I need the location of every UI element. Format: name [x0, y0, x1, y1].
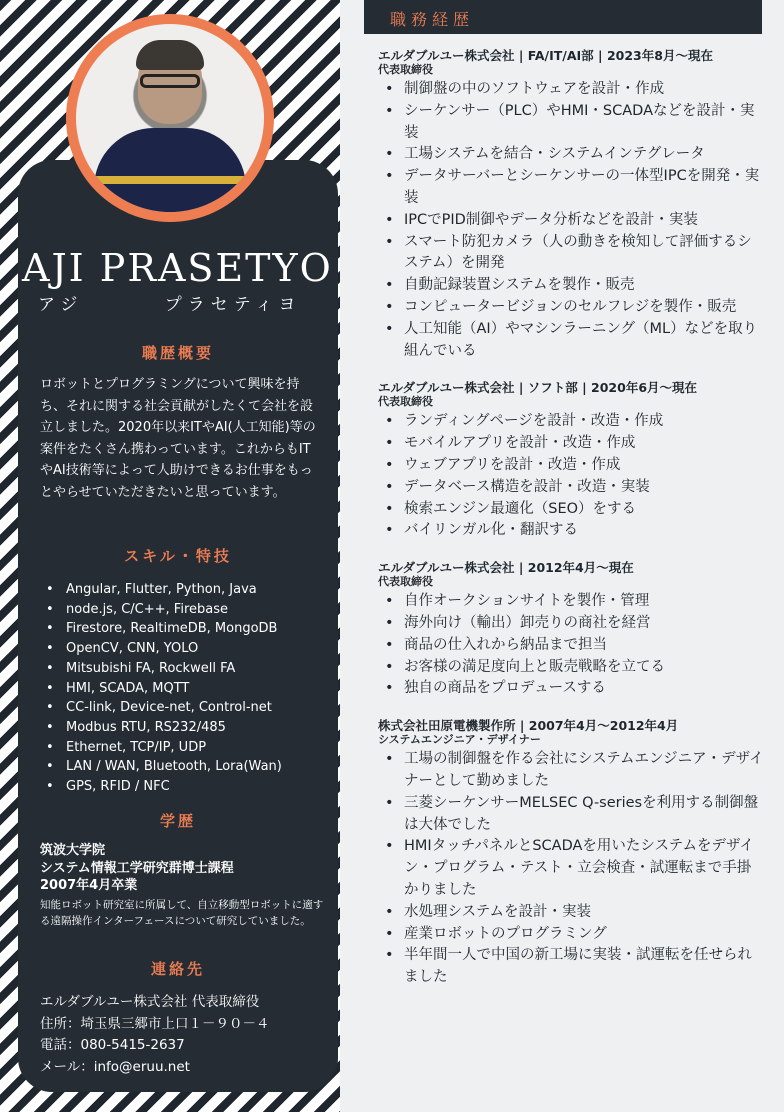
contact-address: 住所：埼玉県三郷市上口１－９０－４ [40, 1015, 270, 1032]
job-title: 株式会社田原電機製作所 | 2007年4月～2012年4月 [378, 718, 679, 734]
job-entry [378, 560, 764, 700]
job-duty: • シーケンサー（PLC）やHMI・SCADAなどを設計・実装 [378, 101, 764, 145]
contact-phone: 電話：080-5415-2637 [40, 1037, 185, 1053]
skill-item: • OpenCV, CNN, YOLO [44, 639, 330, 659]
job-title: エルダブルユー株式会社 | FA/IT/AI部 | 2023年8月～現在 [378, 48, 713, 63]
summary-text: ロボットとプログラミングについて興味を持ち、それに関する社会貢献がしたくて会社を設立しました。2020年以来ITやAI(人工知能)等の案件をたくさん携わっています。これからもITやAI技術等によって人助けできるお仕事をもっとやらせていただきたいと思っています。 [40, 377, 316, 500]
job-role: 代表取締役 [378, 63, 433, 76]
kana-last: プラセティヨ [164, 295, 302, 315]
summary-heading: 職歴概要 [141, 344, 214, 362]
experience-header [364, 0, 762, 34]
job-duty: • スマート防犯カメラ（人の動きを検知して評価するシステム）を開発 [378, 232, 764, 276]
education-heading: 学歴 [159, 812, 196, 830]
job-duty: • 半年間一人で中国の新工場に実装・試運転を任せられました [378, 945, 764, 989]
job-entry [378, 380, 764, 542]
job-title: エルダブルユー株式会社 | ソフト部 | 2020年6月～現在 [378, 380, 698, 396]
job-duty: • 自動記録装置システムを製作・販売 [378, 275, 764, 297]
job-duty: • お客様の満足度向上と販売戦略を立てる [378, 657, 764, 679]
education-graduation: 2007年4月卒業 [40, 878, 138, 893]
kana-first: アジ [38, 295, 84, 315]
skill-item: • Firestore, RealtimeDB, MongoDB [44, 619, 330, 639]
job-duty: • IPCでPID制御やデータ分析などを設計・実装 [378, 210, 764, 232]
job-duty: • 海外向け（輸出）卸売りの商社を経営 [378, 613, 764, 635]
job-duty: • 産業ロボットのプログラミング [378, 924, 764, 946]
job-duty: • ランディングページを設計・改造・作成 [378, 411, 764, 433]
photo-hair-shape [136, 40, 204, 70]
job-duty: • 人工知能（AI）やマシンラーニング（ML）などを取り組んでいる [378, 319, 764, 363]
job-duty: • データベース構造を設計・改造・実装 [378, 477, 764, 499]
job-duty: • モバイルアプリを設計・改造・作成 [378, 433, 764, 455]
job-duty: • 工場システムを結合・システムインテグレータ [378, 144, 764, 166]
skills-list [44, 580, 330, 797]
skill-item: • Ethernet, TCP/IP, UDP [44, 738, 330, 758]
job-role: 代表取締役 [378, 395, 433, 409]
job-duty: • 商品の仕入れから納品まで担当 [378, 635, 764, 657]
photo-body-shape [94, 128, 246, 212]
job-duty: • HMIタッチパネルとSCADAを用いたシステムをデザイン・プログラム・テスト・立会検査・試運転まで手掛かりました [378, 836, 764, 901]
job-duty: • 検索エンジン最適化（SEO）をする [378, 499, 764, 521]
job-duty: • データサーバーとシーケンサーの一体型IPCを開発・実装 [378, 166, 764, 210]
profile-photo-frame [66, 14, 274, 222]
education-school: 筑波大学院 [40, 843, 106, 858]
experience-list [378, 48, 764, 1007]
job-duty: • バイリンガル化・翻訳する [378, 520, 764, 542]
job-entry [378, 48, 764, 362]
job-role: 代表取締役 [378, 575, 433, 589]
skill-item: • Angular, Flutter, Python, Java [44, 580, 330, 600]
job-duty: • 独自の商品をプロデュースする [378, 678, 764, 700]
job-duty: • 工場の制御盤を作る会社にシステムエンジニア・デザイナーとして勤めました [378, 749, 764, 793]
profile-name-kana [38, 290, 301, 315]
job-duty: • ウェブアプリを設計・改造・作成 [378, 455, 764, 477]
skill-item: • Modbus RTU, RS232/485 [44, 718, 330, 738]
contact-heading: 連絡先 [150, 960, 205, 978]
job-role: システムエンジニア・デザイナー [378, 733, 541, 747]
skill-item: • HMI, SCADA, MQTT [44, 679, 330, 699]
job-entry [378, 718, 764, 989]
experience-heading: 職務経歴 [390, 10, 475, 29]
education-block [40, 842, 330, 929]
contact-company: エルダブルユー株式会社 代表取締役 [40, 994, 260, 1010]
skill-item: • LAN / WAN, Bluetooth, Lora(Wan) [44, 757, 330, 777]
skill-item: • GPS, RFID / NFC [44, 777, 330, 797]
skill-item: • node.js, C/C++, Firebase [44, 600, 330, 620]
education-program: システム情報工学研究群博士課程 [40, 860, 234, 876]
job-duty: • コンピュータービジョンのセルフレジを製作・販売 [378, 297, 764, 319]
photo-glasses-shape [140, 74, 200, 88]
skill-item: • CC-link, Device-net, Control-net [44, 698, 330, 718]
education-note: 知能ロボット研究室に所属して、自立移動型ロボットに適する遠隔操作インターフェースについて研究していました。 [40, 898, 324, 927]
profile-photo [76, 24, 264, 212]
skill-item: • Mitsubishi FA, Rockwell FA [44, 659, 330, 679]
contact-block [40, 992, 330, 1078]
skills-heading: スキル・特技 [124, 547, 232, 565]
job-duty: • 制御盤の中のソフトウェアを設計・作成 [378, 79, 764, 101]
contact-email[interactable]: メール：info@eruu.net [40, 1058, 190, 1075]
job-duty: • 三菱シーケンサーMELSEC Q-seriesを利用する制御盤は大体でした [378, 793, 764, 837]
job-duty: • 自作オークションサイトを製作・管理 [378, 591, 764, 613]
job-duty: • 水処理システムを設計・実装 [378, 902, 764, 924]
job-title: エルダブルユー株式会社 | 2012年4月～現在 [378, 560, 634, 576]
profile-name: AJI PRASETYO [22, 246, 333, 290]
